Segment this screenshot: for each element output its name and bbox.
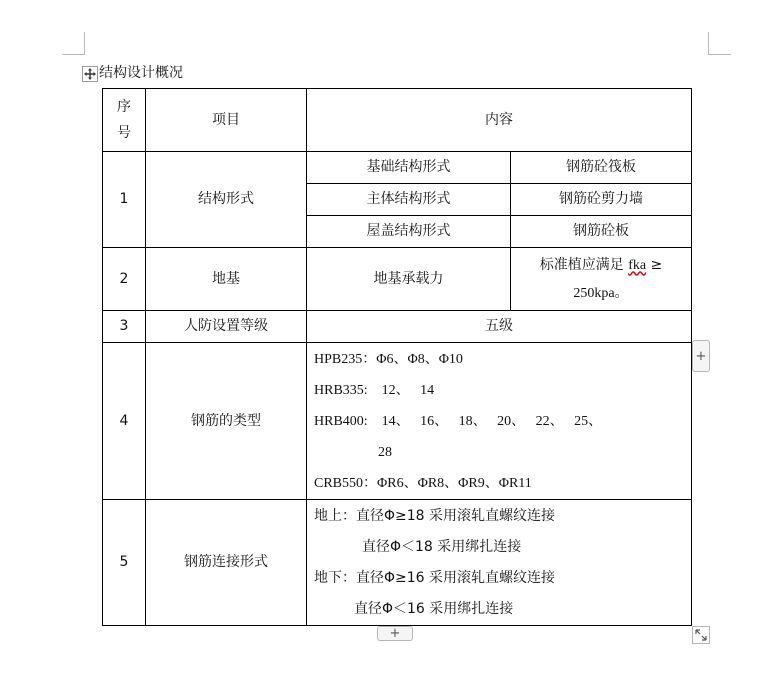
row3-no-cell[interactable] [103,311,146,343]
row4-value-cell[interactable] [307,343,692,500]
row1-no-cell[interactable] [103,152,146,248]
header-item-cell[interactable] [146,89,307,152]
row2-value-text: 标准植应满足 [539,256,629,273]
header-content-cell[interactable] [307,89,692,152]
row2-no: 2 [119,270,129,287]
row1-sub-label-cell[interactable] [307,216,511,248]
row2-label-cell[interactable] [307,248,511,311]
add-column-button[interactable]: + [692,340,710,372]
row2-value-line1 [511,251,691,280]
row1-sub-label-cell[interactable] [307,152,511,184]
table-row [103,248,692,311]
row1-sub-value: 钢筋砼筏板 [566,159,636,176]
row4-no: 4 [119,412,129,429]
add-row-button[interactable]: + [377,626,413,641]
section-heading: 结构设计概况 [99,65,183,81]
connection-line: 地上：直径Φ≥18 采用滚轧直螺纹连接 [314,507,556,524]
table-move-handle-icon[interactable] [82,66,98,82]
header-no-cell[interactable] [103,89,146,152]
row3-item: 人防设置等级 [184,318,268,335]
row1-sub-label: 主体结构形式 [366,191,451,208]
row1-sub-value-cell[interactable] [511,152,692,184]
row2-item: 地基 [212,270,240,287]
row2-label: 地基承载力 [373,270,444,287]
row5-no: 5 [119,554,129,571]
row1-sub-value-cell[interactable] [511,184,692,216]
row4-item: 钢筋的类型 [191,412,261,429]
connection-line: 直径Φ＜18 采用绑扎连接 [362,538,522,555]
table-resize-handle-icon[interactable] [692,626,710,644]
connection-line: 地下：直径Φ≥16 采用滚轧直螺纹连接 [314,569,556,586]
row2-no-cell[interactable] [103,248,146,311]
row5-no-cell[interactable] [103,500,146,626]
connection-line: 直径Φ＜16 采用绑扎连接 [354,600,514,617]
row2-item-cell[interactable] [146,248,307,311]
header-no-label: 序号 [117,99,131,141]
row1-no: 1 [119,191,129,208]
header-item-label: 项目 [212,111,240,128]
row1-sub-value: 钢筋砼剪力墙 [559,191,643,208]
row4-no-cell[interactable] [103,343,146,500]
row1-sub-value: 钢筋砼板 [573,223,629,240]
table-row [103,500,692,626]
rebar-line: CRB550：ΦR6、ΦR8、ΦR9、ΦR11 [314,475,532,491]
row2-value-symbol: ≥ [646,256,663,273]
row1-sub-label: 屋盖结构形式 [366,223,451,240]
row1-item-cell[interactable] [146,152,307,248]
rebar-line: HRB400: 14、 16、 18、 20、 22、 25、 [314,413,603,429]
header-content-label: 内容 [485,111,513,128]
structure-overview-table [102,88,692,626]
page-corner-mark-left [62,32,85,55]
row1-item: 结构形式 [198,191,254,208]
row3-item-cell[interactable] [146,311,307,343]
row5-value-cell[interactable] [307,500,692,626]
table-row [103,343,692,500]
row5-item: 钢筋连接形式 [184,554,268,571]
row4-item-cell[interactable] [146,343,307,500]
row3-no: 3 [119,318,129,335]
row2-value-cell[interactable] [511,248,692,311]
page-corner-mark-right [708,32,731,55]
table-row [103,89,692,152]
row3-value-cell[interactable] [307,311,692,343]
row2-value-line2: 250kpa。 [573,285,629,301]
table-row [103,311,692,343]
row1-sub-label-cell[interactable] [307,184,511,216]
row2-value-unit: fka [628,257,647,273]
row3-value: 五级 [485,318,513,335]
row5-item-cell[interactable] [146,500,307,626]
table-row [103,152,692,184]
row1-sub-label: 基础结构形式 [366,159,451,176]
rebar-line: 28 [378,444,392,460]
row1-sub-value-cell[interactable] [511,216,692,248]
rebar-line: HRB335: 12、 14 [314,382,435,398]
rebar-line: HPB235：Φ6、Φ8、Φ10 [314,351,463,367]
